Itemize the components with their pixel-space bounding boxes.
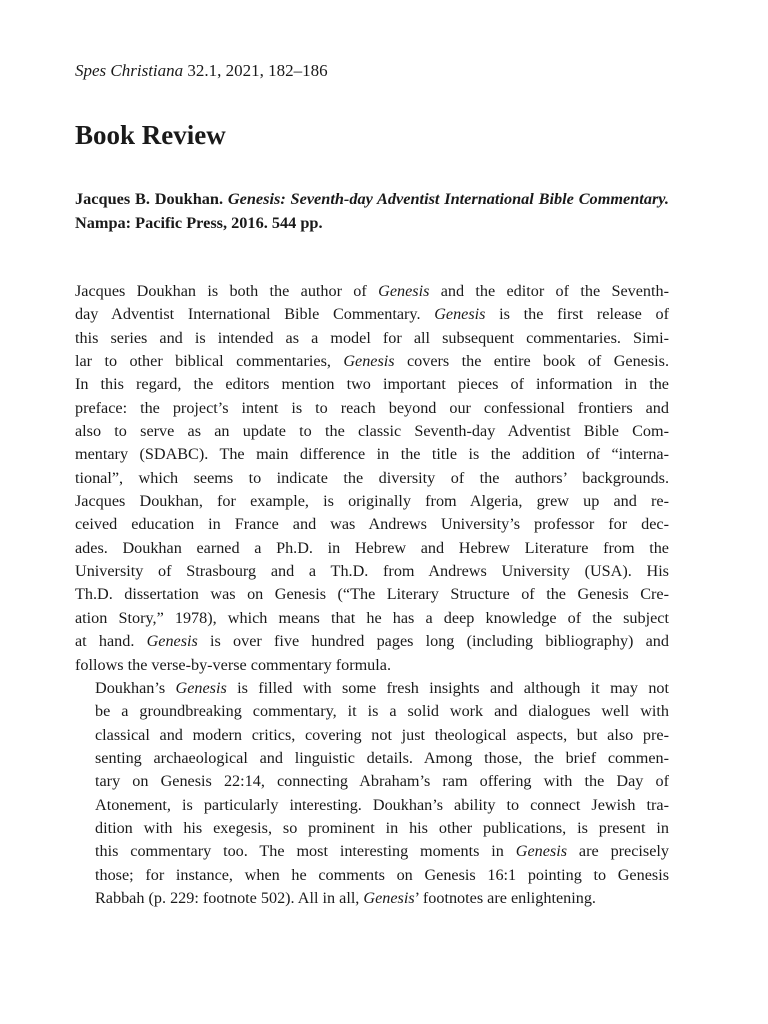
issue-details: 32.1, 2021, 182–186: [183, 61, 328, 80]
italic-title: Genesis: [343, 352, 395, 371]
text-line: tional”, which seems to indicate the diversity of the authors’ backgrounds.: [75, 468, 669, 487]
body-paragraph: [75, 280, 669, 677]
text-line: preface: the project’s intent is to reach beyond our confessional frontiers and: [75, 398, 669, 417]
citation-publication: Nampa: Pacific Press, 2016. 544 pp.: [75, 213, 323, 232]
italic-title: Genesis: [515, 842, 568, 861]
text-line: Atonement, is particularly interesting. Doukhan’s ability to connect Jewish tra-: [95, 795, 669, 814]
text-line: those; for instance, when he comments on Genesis 16:1 pointing to Genesis: [95, 865, 669, 884]
text-line: senting archaeological and linguistic details. Among those, the brief commen-: [95, 748, 669, 767]
text-line: classical and modern critics, covering not just theological aspects, but also pre-: [95, 725, 669, 744]
text-line: Jacques Doukhan is both the author of Genesis and the editor of the Seventh-: [75, 282, 670, 300]
text-line: follows the verse-by-verse commentary formula.: [75, 655, 391, 674]
journal-name: Spes Christiana: [75, 61, 184, 80]
book-citation: [75, 187, 669, 235]
text-line: day Adventist International Bible Commentary. Genesis is the first release of: [75, 305, 669, 324]
text-line: mentary (SDABC). The main difference in the title is the addition of “interna-: [75, 445, 669, 464]
section-title: Book Review: [75, 120, 226, 150]
running-head: [75, 60, 328, 82]
text-line: ades. Doukhan earned a Ph.D. in Hebrew and Hebrew Literature from the: [75, 538, 669, 557]
text-line: this series and is intended as a model for all subsequent commentaries. Simi-: [75, 328, 669, 347]
italic-title: Genesis: [434, 305, 486, 324]
text-line: Doukhan’s Genesis is filled with some fresh insights and although it may not: [95, 678, 669, 697]
text-line: this commentary too. The most interesting moments in Genesis are precisely: [95, 842, 669, 861]
text-line: Jacques Doukhan, for example, is originally from Algeria, grew up and re-: [75, 492, 669, 511]
text-line: lar to other biblical commentaries, Genesis covers the entire book of Genesis.: [75, 352, 670, 371]
text-line: In this regard, the editors mention two important pieces of information in the: [75, 375, 669, 394]
text-line: Rabbah (p. 229: footnote 502). All in all, Genesis’ footnotes are enlightening.: [95, 888, 596, 907]
italic-title: Genesis: [146, 632, 198, 651]
text-line: Th.D. dissertation was on Genesis (“The Literary Structure of the Genesis Cre-: [75, 585, 669, 604]
text-line: tary on Genesis 22:14, connecting Abraham’s ram offering with the Day of: [95, 772, 669, 791]
text-line: also to serve as an update to the classic Seventh-day Adventist Bible Com-: [75, 422, 669, 441]
review-body: [75, 280, 669, 910]
italic-title: Genesis: [175, 678, 227, 697]
citation-book-title: Genesis: Seventh-day Adventist International Bible Commentary.: [227, 189, 669, 208]
citation-author: Jacques B. Doukhan.: [75, 189, 224, 208]
text-line: ation Story,” 1978), which means that he has a deep knowledge of the subject: [75, 608, 669, 627]
body-paragraph: [75, 677, 669, 910]
text-line: ceived education in France and was Andrews University’s professor for dec-: [75, 515, 669, 534]
text-line: dition with his exegesis, so prominent in his other publications, is present in: [95, 818, 669, 837]
text-line: at hand. Genesis is over five hundred pages long (including bibliography) and: [75, 632, 669, 651]
italic-title: Genesis: [363, 888, 415, 907]
italic-title: Genesis: [378, 282, 430, 300]
text-line: University of Strasbourg and a Th.D. from Andrews University (USA). His: [75, 562, 669, 581]
text-line: be a groundbreaking commentary, it is a solid work and dialogues well with: [95, 702, 669, 721]
